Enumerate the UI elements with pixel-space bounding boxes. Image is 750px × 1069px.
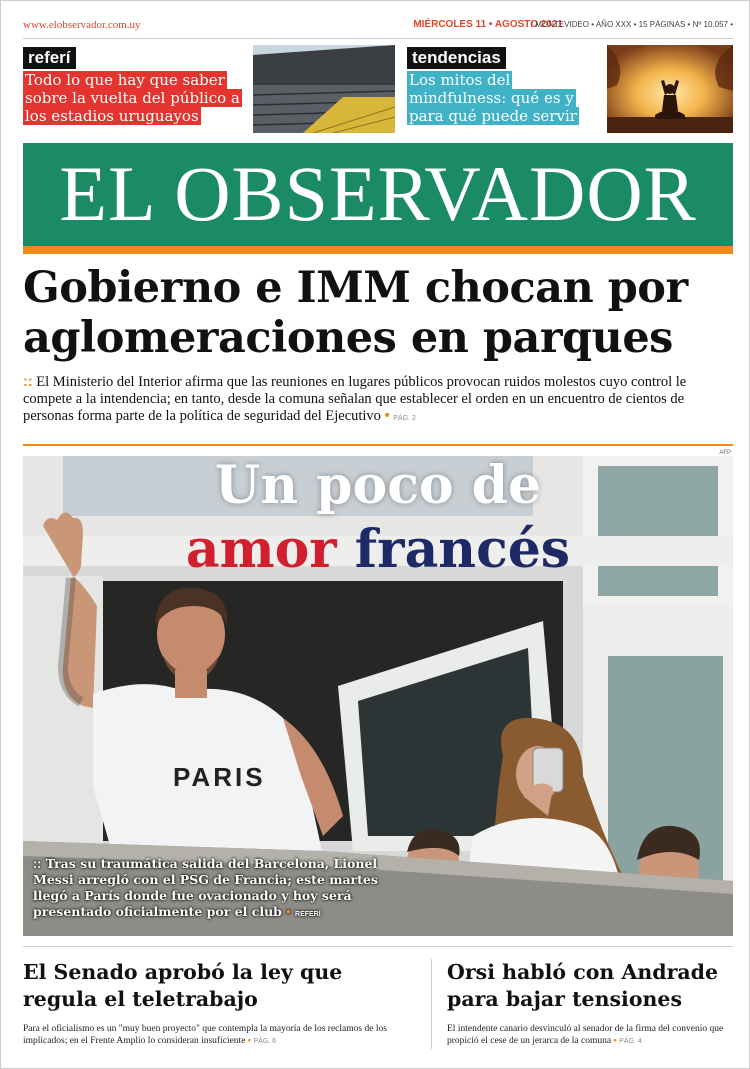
story-page-ref: PÁG. 4 [619, 1038, 642, 1045]
teaser-referi[interactable] [23, 47, 245, 133]
story-teletrabajo[interactable] [23, 959, 418, 1048]
story-headline[interactable]: Orsi habló con Andrade para bajar tensiones [447, 960, 719, 1011]
bullet-icon: :: [33, 857, 42, 871]
masthead-title[interactable]: EL OBSERVADOR [59, 150, 697, 237]
bullet-icon: :: [23, 374, 33, 390]
page-marker-icon: • [613, 1035, 617, 1046]
shirt-text: PARIS [173, 762, 266, 792]
column-separator [431, 959, 432, 1049]
meditation-image [607, 45, 733, 133]
photo-page-ref: REFERÍ [295, 911, 321, 918]
lead-deck [23, 374, 733, 427]
lead-headline[interactable]: Gobierno e IMM chocan por aglomeraciones en parques [23, 263, 688, 363]
photo-title-red-word: amor [185, 519, 337, 580]
teaser-tag: tendencias [407, 47, 506, 69]
teaser-text: Los mitos del mindfulness: qué es y para qué puede servir [409, 71, 577, 125]
lead-page-ref: PÁG. 2 [393, 415, 416, 422]
teaser-tendencias[interactable] [407, 47, 593, 133]
story-orsi-andrade[interactable] [447, 959, 737, 1048]
stadium-image [253, 45, 395, 133]
photo-title-line2 [23, 520, 733, 580]
issue-meta: / MONTEVIDEO • AÑO XXX • 15 PÁGINAS • Nº 10.057 • [530, 20, 733, 29]
stadium-thumbnail[interactable] [253, 45, 395, 133]
section-divider [23, 444, 733, 446]
top-divider [23, 38, 733, 39]
teaser-text: Todo lo que hay que saber sobre la vuelta del público a los estadios uruguayos [25, 71, 240, 125]
photo-caption [33, 856, 393, 923]
masthead-accent-bar [23, 246, 733, 254]
meditation-thumbnail[interactable] [607, 45, 733, 133]
teaser-tag: referí [23, 47, 76, 69]
website-url[interactable]: www.elobservador.com.uy [23, 19, 141, 31]
story-headline[interactable]: El Senado aprobó la ley que regula el teletrabajo [23, 960, 343, 1011]
photo-credit: AFP [719, 450, 731, 456]
issue-date: MIÉRCOLES 11 • AGOSTO 2021 [413, 19, 563, 30]
page-marker-icon: • [247, 1035, 252, 1046]
photo-title-line1: Un poco de [214, 456, 542, 516]
page-marker-icon: • [384, 408, 390, 424]
lead-deck-text: El Ministerio del Interior afirma que las reuniones en lugares públicos provocan ruidos molestos cuyo control le compete a la intendencia; en tanto, desde la comuna señalan que establecer el orden en un encuentro de cientos de personas forma parte de la política de seguridad del Ejecutivo [23, 374, 687, 424]
story-deck: Para el oficialismo es un "muy buen proyecto" que contempla la mayoría de los reclamos de los implicados; en el Frente Amplio lo consideran insuficiente • PÁG. 6 [23, 1024, 387, 1046]
story-page-ref: PÁG. 6 [253, 1038, 277, 1045]
masthead [23, 143, 733, 246]
photo-caption-text: Tras su traumática salida del Barcelona, Lionel Messi arregló con el PSG de Francia; este martes llegó a París donde fue ovacionado y hoy será presentado oficialmente por el club [33, 856, 378, 919]
top-bar [23, 17, 733, 37]
photo-title-blue-word: francés [354, 519, 571, 580]
main-photo-story[interactable] [23, 456, 733, 936]
bottom-divider [23, 946, 733, 947]
story-deck: El intendente canario desvinculó al senador de la firma del convenio que propició el cese de un jerarca de la comuna • PÁG. 4 [447, 1024, 724, 1046]
page-marker-icon: • [286, 905, 291, 919]
